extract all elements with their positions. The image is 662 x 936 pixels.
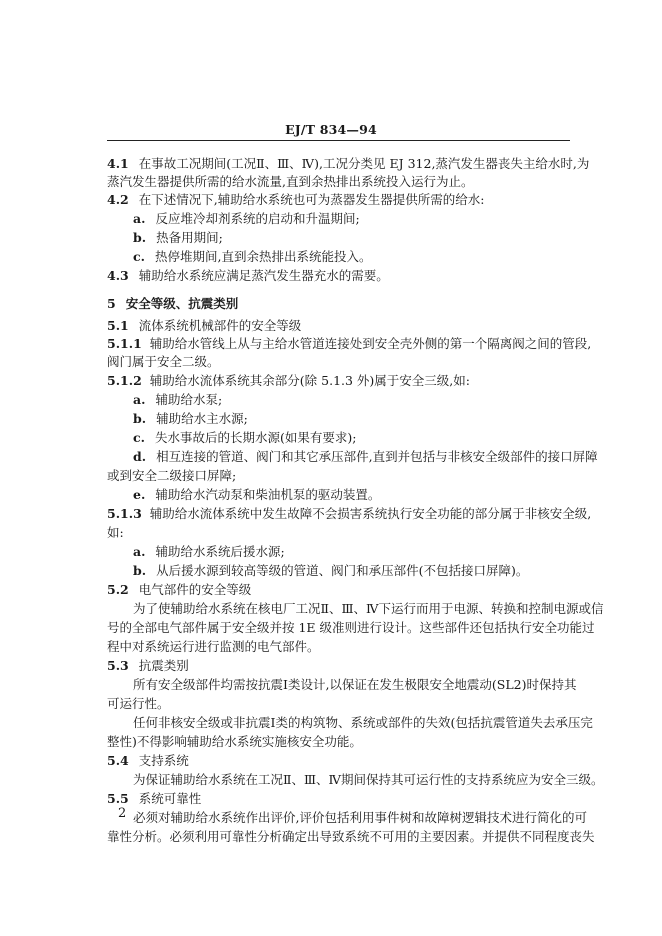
line-text: 热停堆期间,直到余热排出系统能投入。 — [154, 249, 372, 264]
text-line — [133, 544, 285, 560]
clause-number: 5.1.2 — [107, 373, 142, 388]
line-text: 号的全部电气部件属于安全级并按 1E 级准则进行设计。这些部件还包括执行安全功能过 — [107, 620, 595, 635]
line-text: 流体系统机械部件的安全等级 — [138, 318, 302, 333]
text-line — [107, 791, 201, 807]
clause-number: 5.1 — [107, 318, 129, 333]
line-text: 热备用期间; — [156, 230, 223, 245]
line-text: 或到安全二级接口屏障; — [107, 468, 237, 483]
line-text: 如: — [107, 525, 124, 540]
text-line — [107, 620, 595, 636]
text-line — [107, 734, 362, 750]
header-rule — [107, 140, 570, 141]
text-line — [107, 156, 589, 172]
page-number: 2 — [118, 806, 127, 821]
text-line — [133, 715, 593, 731]
clause-number: c. — [133, 249, 145, 264]
line-text: 整性)不得影响辅助给水系统实施核安全功能。 — [107, 734, 362, 749]
line-text: 辅助给水系统应满足蒸汽发生器充水的需要。 — [138, 268, 389, 283]
line-text: 靠性分析。必须利用可靠性分析确定出导致系统不可用的主要因素。并提供不同程度丧失 — [107, 829, 595, 844]
text-line — [107, 296, 238, 312]
text-line — [107, 192, 484, 208]
clause-number: 5 — [107, 296, 116, 311]
clause-number: b. — [133, 411, 147, 426]
text-line — [107, 829, 595, 845]
text-line — [133, 601, 604, 617]
line-text: 为了使辅助给水系统在核电厂工况Ⅱ、Ⅲ、Ⅳ下运行而用于电源、转换和控制电源或信 — [133, 601, 604, 616]
clause-number: a. — [133, 392, 146, 407]
clause-number: 4.2 — [107, 192, 129, 207]
line-text: 可运行性。 — [107, 696, 170, 711]
line-text: 辅助给水汽动泵和柴油机泵的驱动装置。 — [155, 487, 381, 502]
line-text: 抗震类别 — [138, 658, 189, 673]
line-text: 辅助给水流体系统其余部分(除 5.1.3 外)属于安全三级,如: — [149, 373, 470, 388]
clause-number: 5.5 — [107, 791, 129, 806]
line-text: 在事故工况期间(工况Ⅱ、Ⅲ、Ⅳ),工况分类见 EJ 312,蒸汽发生器丧失主给水时,为 — [138, 156, 590, 171]
clause-number: 5.4 — [107, 753, 129, 768]
text-line — [107, 525, 124, 541]
clause-number: b. — [133, 563, 147, 578]
text-line — [133, 211, 360, 227]
text-line — [133, 449, 598, 465]
line-text: 辅助给水系统后援水源; — [155, 544, 285, 559]
text-line — [133, 411, 248, 427]
clause-number: c. — [133, 430, 145, 445]
line-text: 任何非核安全级或非抗震Ⅰ类的构筑物、系统或部件的失效(包括抗震管道失去承压完 — [133, 715, 593, 730]
line-text: 支持系统 — [138, 753, 189, 768]
clause-number: a. — [133, 211, 146, 226]
line-text: 安全等级、抗震类别 — [125, 296, 239, 311]
line-text: 相互连接的管道、阀门和其它承压部件,直到并包括与非核安全级部件的接口屏障 — [156, 449, 598, 464]
line-text: 为保证辅助给水系统在工况Ⅱ、Ⅲ、Ⅳ期间保持其可运行性的支持系统应为安全三级。 — [133, 772, 604, 787]
line-text: 所有安全级部件均需按抗震Ⅰ类设计,以保证在发生极限安全地震动(SL2)时保持其 — [133, 677, 577, 692]
text-line — [107, 639, 320, 655]
clause-number: 5.3 — [107, 658, 129, 673]
clause-number: 5.1.3 — [107, 506, 142, 521]
clause-number: d. — [133, 449, 147, 464]
line-text: 辅助给水流体系统中发生故障不会损害系统执行安全功能的部分属于非核安全级, — [149, 506, 592, 521]
line-text: 系统可靠性 — [138, 791, 202, 806]
text-line — [133, 392, 222, 408]
clause-number: 5.1.1 — [107, 336, 142, 351]
text-line — [133, 810, 587, 826]
text-line — [107, 468, 236, 484]
line-text: 从后援水源到较高等级的管道、阀门和承压部件(不包括接口屏障)。 — [156, 563, 529, 578]
text-line — [107, 336, 591, 352]
clause-number: 4.3 — [107, 268, 129, 283]
text-line — [133, 487, 380, 503]
clause-number: b. — [133, 230, 147, 245]
text-line — [107, 696, 170, 712]
text-line — [133, 677, 576, 693]
text-line — [107, 658, 189, 674]
line-text: 阀门属于安全二级。 — [107, 354, 220, 369]
line-text: 辅助给水泵; — [155, 392, 223, 407]
text-line — [107, 354, 220, 370]
line-text: 在下述情况下,辅助给水系统也可为蒸器发生器提供所需的给水: — [138, 192, 485, 207]
text-line — [107, 318, 301, 334]
text-line — [133, 772, 604, 788]
clause-number: a. — [133, 544, 146, 559]
line-text: 反应堆冷却剂系统的启动和升温期间; — [155, 211, 360, 226]
text-line — [133, 249, 371, 265]
text-line — [133, 430, 356, 446]
text-line — [107, 582, 251, 598]
line-text: 电气部件的安全等级 — [138, 582, 252, 597]
line-text: 失水事故后的长期水源(如果有要求); — [154, 430, 357, 445]
line-text: 蒸汽发生器提供所需的给水流量,直到余热排出系统投入运行为止。 — [107, 174, 474, 189]
line-text: 必须对辅助给水系统作出评价,评价包括利用事件树和故障树逻辑技术进行简化的可 — [133, 810, 587, 825]
text-line — [107, 268, 389, 284]
clause-number: 5.2 — [107, 582, 129, 597]
line-text: 辅助给水主水源; — [156, 411, 248, 426]
clause-number: 4.1 — [107, 156, 129, 171]
text-line — [133, 230, 223, 246]
text-line — [107, 753, 189, 769]
clause-number: e. — [133, 487, 146, 502]
standard-code-header: EJ/T 834—94 — [285, 122, 377, 137]
text-line — [107, 174, 473, 190]
line-text: 辅助给水管线上从与主给水管道连接处到安全壳外侧的第一个隔离阀之间的管段, — [149, 336, 592, 351]
text-line — [107, 506, 591, 522]
text-line — [133, 563, 528, 579]
text-line — [107, 373, 470, 389]
line-text: 程中对系统运行进行监测的电气部件。 — [107, 639, 320, 654]
